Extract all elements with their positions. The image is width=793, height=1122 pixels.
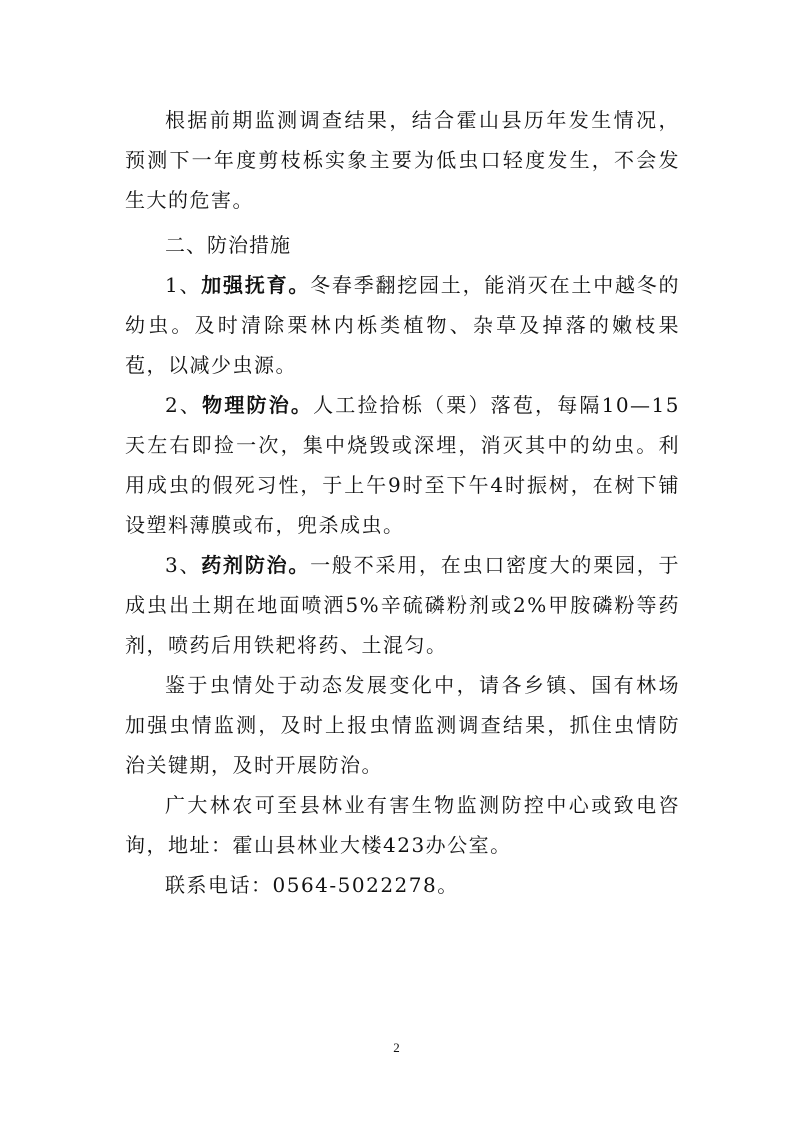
measure-1-body: 冬春季翻挖园土，能消灭在土中越冬的幼虫。及时清除栗林内栎类植物、杂草及掉落的嫩枝果苞，以减少虫源。: [125, 273, 681, 377]
measure-2-paragraph: [125, 385, 680, 545]
measure-2-body: 人工捡拾栎（栗）落苞，每隔10—15天左右即捡一次，集中烧毁或深埋，消灭其中的幼虫。利用成虫的假死习性，于上午9时至下午4时振树，在树下铺设塑料薄膜或布，兜杀成虫。: [125, 393, 681, 537]
notice-paragraph: 鉴于虫情处于动态发展变化中，请各乡镇、国有林场加强虫情监测，及时上报虫情监测调查结果，抓住虫情防治关键期，及时开展防治。: [125, 673, 680, 777]
phone-paragraph: 联系电话：0564-5022278。: [165, 873, 459, 897]
measure-1-number: 1、: [165, 273, 202, 297]
measure-2-title: 物理防治。: [202, 393, 314, 417]
consult-paragraph: 广大林农可至县林业有害生物监测防控中心或致电咨询，地址：霍山县林业大楼423办公室。: [125, 793, 680, 857]
measure-3-paragraph: [125, 545, 680, 665]
measure-2-number: 2、: [165, 393, 203, 417]
measure-3-body: 一般不采用，在虫口密度大的栗园，于成虫出土期在地面喷洒5%辛硫磷粉剂或2%甲胺磷粉等药剂，喷药后用铁耙将药、土混匀。: [125, 553, 681, 657]
measure-3-number: 3、: [165, 553, 202, 577]
measure-1-paragraph: [125, 265, 680, 385]
measure-3-title: 药剂防治。: [201, 553, 311, 577]
measure-1-title: 加强抚育。: [201, 273, 311, 297]
page-number: 2: [393, 1040, 400, 1055]
section-heading: 二、防治措施: [165, 233, 291, 257]
forecast-paragraph: 根据前期监测调查结果，结合霍山县历年发生情况，预测下一年度剪枝栎实象主要为低虫口轻度发生，不会发生大的危害。: [125, 108, 680, 212]
